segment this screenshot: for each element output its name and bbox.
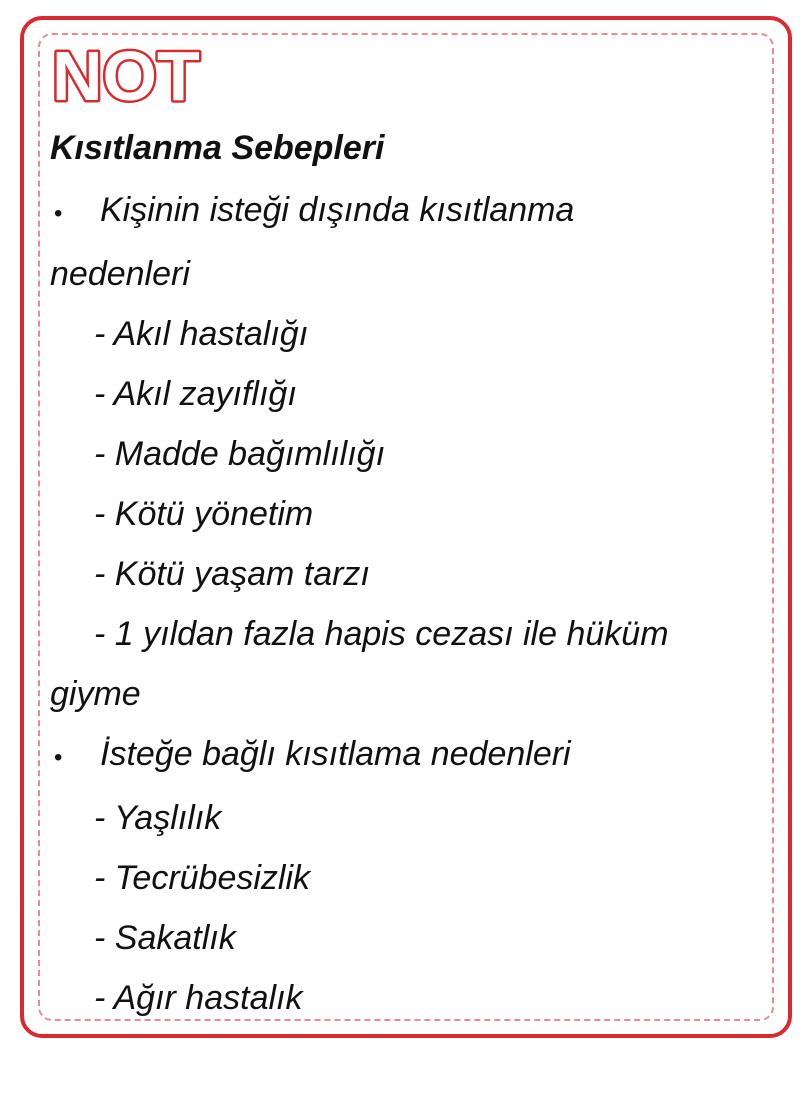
bullet-glyph: • — [54, 200, 63, 227]
list-item: - Madde bağımlılığı — [94, 435, 386, 473]
list-item: - 1 yıldan fazla hapis cezası ile hüküm — [94, 615, 669, 653]
list-item: - Sakatlık — [94, 919, 236, 957]
list-item-continuation: giyme — [50, 675, 141, 713]
list-item: - Kötü yaşam tarzı — [94, 555, 370, 593]
list-item: - Ağır hastalık — [94, 979, 303, 1017]
bullet-glyph: • — [54, 744, 63, 771]
bullet-item-involuntary — [50, 180, 750, 244]
bullet-heading-continuation: nedenleri — [50, 255, 190, 293]
bullet-heading: İsteğe bağlı kısıtlama nedenleri — [100, 735, 571, 773]
list-item: - Akıl zayıflığı — [94, 375, 297, 413]
list-item: - Yaşlılık — [94, 799, 222, 837]
bullet-heading: Kişinin isteği dışında kısıtlanma — [100, 191, 575, 229]
not-badge-text: NOT — [52, 38, 200, 110]
not-badge-logo — [48, 38, 208, 110]
list-item: - Tecrübesizlik — [94, 859, 311, 897]
list-item: - Akıl hastalığı — [94, 315, 309, 353]
note-content — [50, 118, 750, 1028]
note-title: Kısıtlanma Sebepleri — [50, 129, 385, 167]
list-item: - Kötü yönetim — [94, 495, 314, 533]
bullet-item-voluntary — [50, 724, 750, 788]
